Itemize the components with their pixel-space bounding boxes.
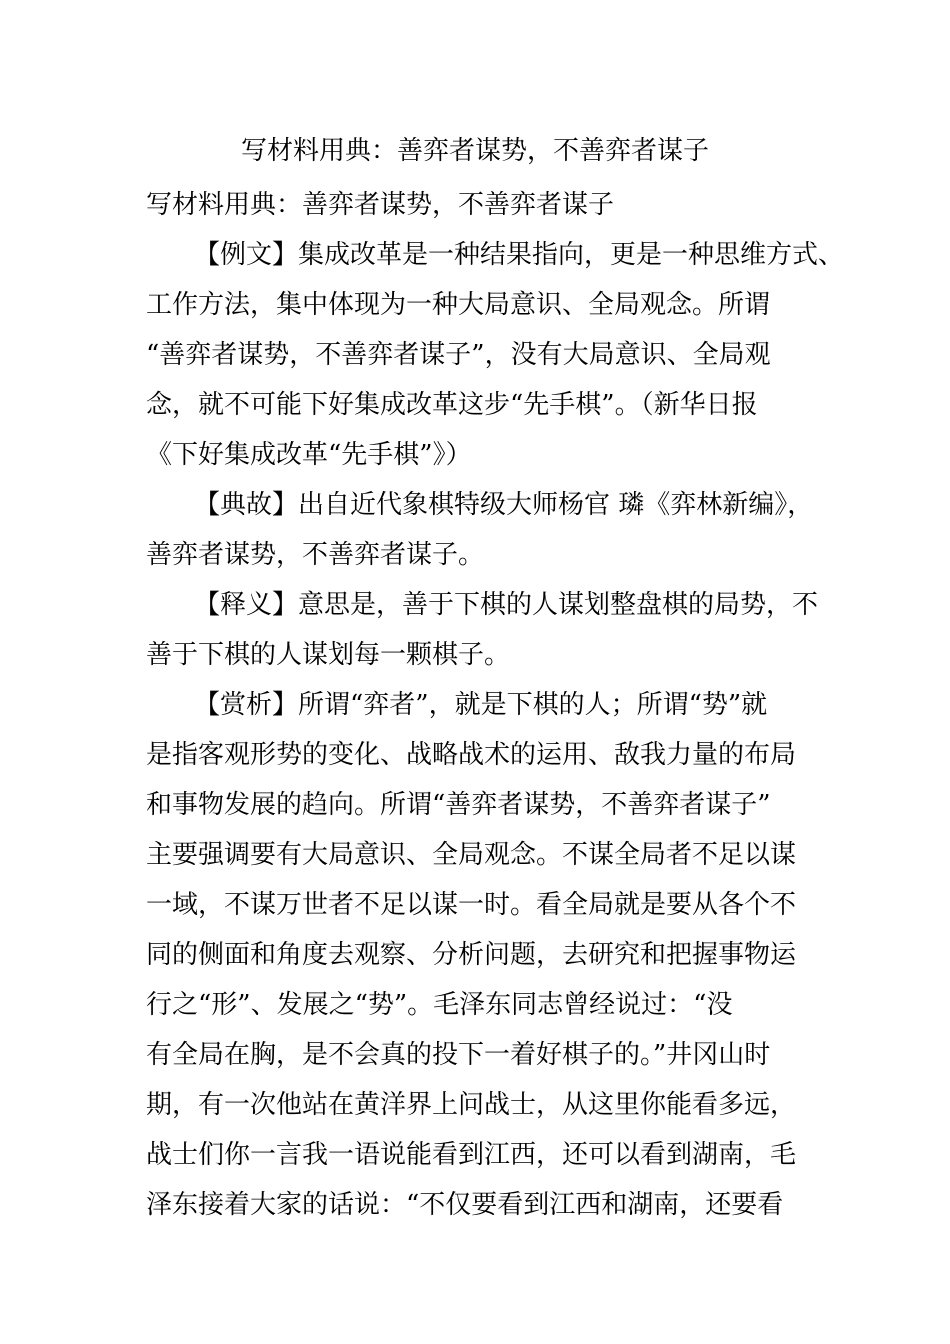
- text-line: 写材料用典：善弈者谋势，不善弈者谋子: [146, 190, 615, 220]
- text-line: 【例文】集成改革是一种结果指向，更是一种思维方式、: [194, 240, 845, 270]
- text-line: 念，就不可能下好集成改革这步“先手棋”。（新华日报: [146, 390, 758, 420]
- text-line: 期，有一次他站在黄洋界上问战士，从这里你能看多远，: [146, 1090, 797, 1120]
- text-line: 善于下棋的人谋划每一颗棋子。: [146, 640, 511, 670]
- text-line: 是指客观形势的变化、战略战术的运用、敌我力量的布局: [146, 740, 797, 770]
- text-line: 【释义】意思是，善于下棋的人谋划整盘棋的局势，不: [194, 590, 819, 620]
- document-body: [146, 180, 845, 1230]
- text-line: 一域，不谋万世者不足以谋一时。看全局就是要从各个不: [146, 890, 797, 920]
- text-line: 【典故】出自近代象棋特级大师杨官 璘《弈林新编》，: [194, 490, 814, 520]
- text-line: 【赏析】所谓“弈者”，就是下棋的人；所谓“势”就: [194, 690, 768, 720]
- text-line: 《下好集成改革“先手棋”》）: [146, 440, 472, 470]
- text-line: 行之“形”、发展之“势”。毛泽东同志曾经说过：“没: [146, 990, 733, 1020]
- text-line: 善弈者谋势，不善弈者谋子。: [146, 540, 485, 570]
- document-title: 写材料用典：善弈者谋势，不善弈者谋子: [240, 136, 709, 166]
- text-line: 工作方法，集中体现为一种大局意识、全局观念。所谓: [146, 290, 771, 320]
- text-line: 战士们你一言我一语说能看到江西，还可以看到湖南，毛: [146, 1140, 797, 1170]
- text-line: “善弈者谋势，不善弈者谋子”，没有大局意识、全局观: [146, 340, 771, 370]
- text-line: 同的侧面和角度去观察、分析问题，去研究和把握事物运: [146, 940, 797, 970]
- text-line: 主要强调要有大局意识、全局观念。不谋全局者不足以谋: [146, 840, 797, 870]
- text-line: 有全局在胸，是不会真的投下一着好棋子的。”井冈山时: [146, 1040, 771, 1070]
- text-line: 泽东接着大家的话说：“不仅要看到江西和湖南，还要看: [146, 1190, 784, 1220]
- text-line: 和事物发展的趋向。所谓“善弈者谋势，不善弈者谋子”: [146, 790, 771, 820]
